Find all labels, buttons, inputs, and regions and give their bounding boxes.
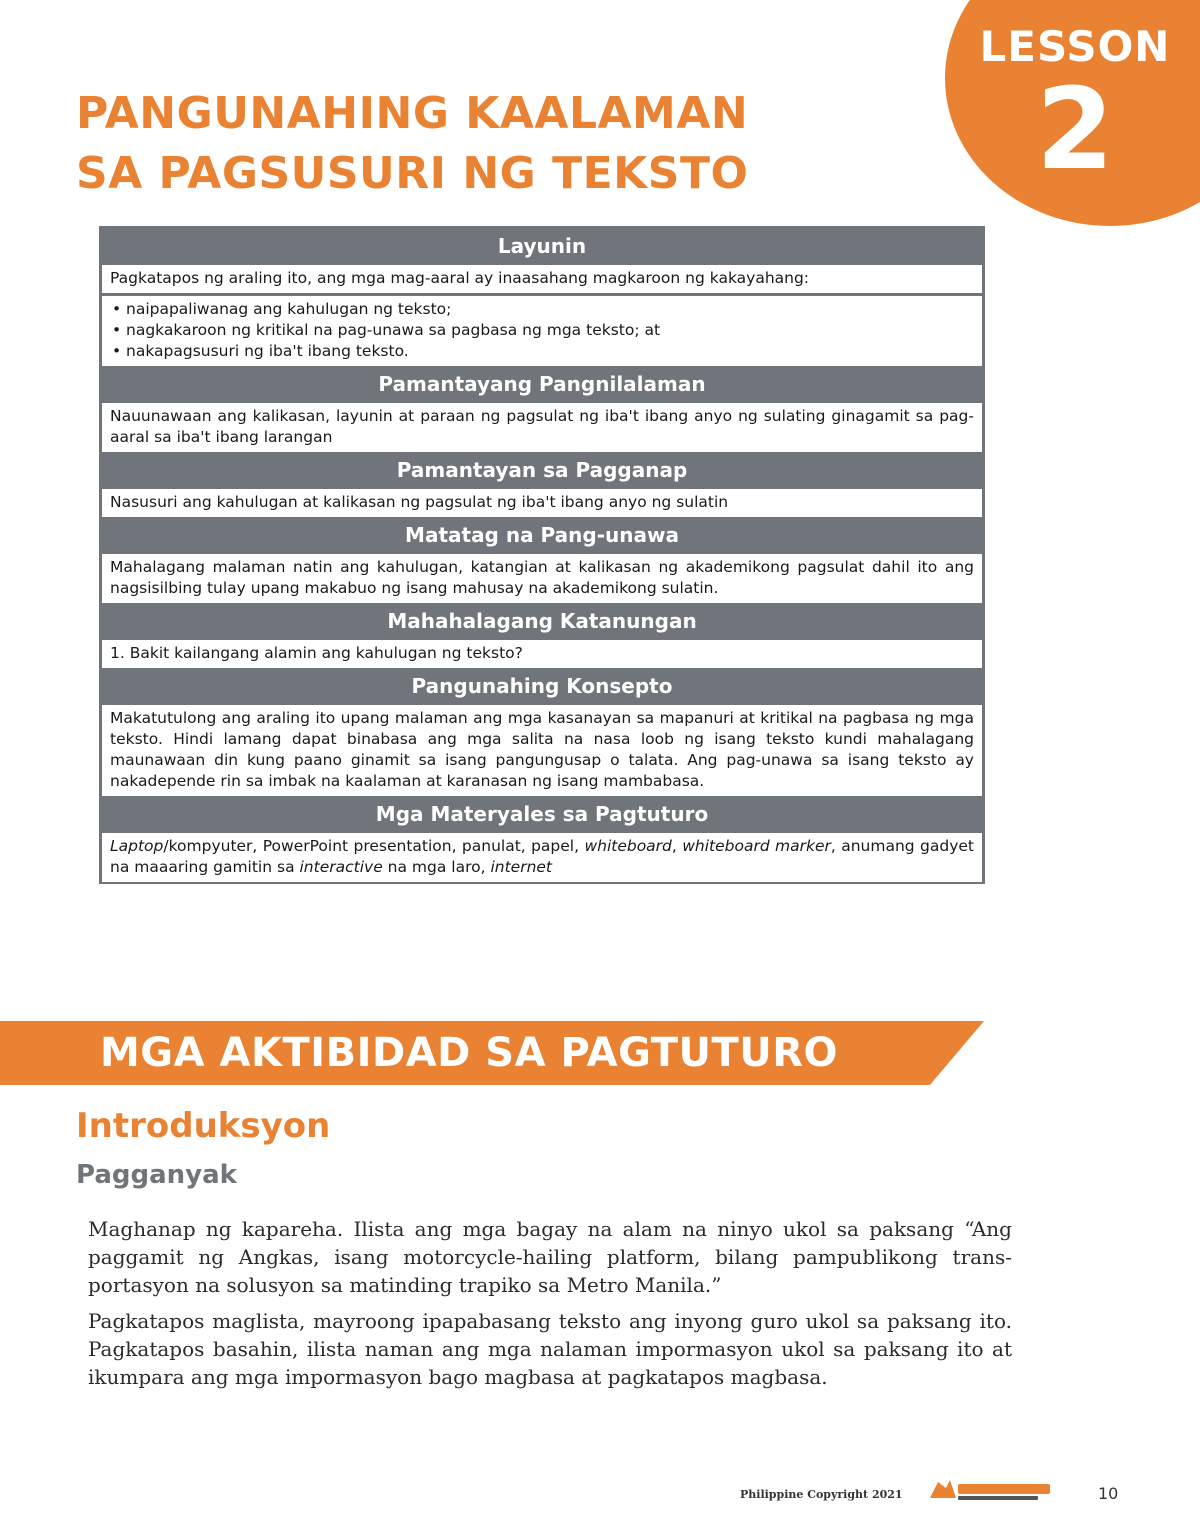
list-item: • naipapaliwanag ang kahulugan ng teksto; [110,299,974,320]
activities-banner-title: MGA AKTIBIDAD SA PAGTUTURO [100,1030,839,1076]
materyales-body [102,833,982,882]
paragraph-1: Maghanap ng kapareha. Ilista ang mga bagay na alam na ninyo ukol sa paksang “Ang paggamit ng Angkas, isang motorcycle-hailing platform, bilang pampublikong transportasyon na solusyon sa matinding trapiko sa Metro Manila.” [88,1217,1012,1297]
sub-heading: Pagganyak [76,1160,237,1190]
section-heading-konsepto: Pangunahing Konsepto [101,668,983,705]
lesson-label: LESSON [979,22,1171,71]
list-item: • nakapagsusuri ng iba't ibang teksto. [110,341,974,362]
konsepto-body: Makatutulong ang araling ito upang malaman ang mga kasanayan sa mapanuri at kritikal na pagbasa ng mga teksto. Hindi lamang dapat binabasa ang mga salita na nasa loob ng isang teksto kundi mahalagang maunawaan din kung paano ginamit sa isang pangungusap o talata. Ang pag-unawa sa isang teksto ay nakadepende rin sa imbak na kaalaman at karanasan ng isang mambabasa. [102,705,982,796]
section-heading-layunin: Layunin [101,228,983,265]
materyales-text-italic: whiteboard [584,837,672,855]
section-heading-pagganap: Pamantayan sa Pagganap [101,452,983,489]
materyales-text: na mga laro, [382,858,491,876]
pagganap-body: Nasusuri ang kahulugan at kalikasan ng pagsulat ng iba't ibang anyo ng sulatin [102,489,982,517]
publisher-logo-icon [928,1476,1052,1504]
page-title-line-1: PANGUNAHING KAALAMAN [76,88,749,139]
section-heading-katanungan: Mahahalagang Katanungan [101,603,983,640]
materyales-text-italic: interactive [299,858,383,876]
intro-heading: Introduksyon [76,1106,331,1146]
katanungan-body: 1. Bakit kailangang alamin ang kahulugan ng teksto? [102,640,982,668]
lesson-number: 2 [1036,65,1114,195]
materyales-text-italic: whiteboard marker [682,837,831,855]
lesson-plan-table [99,226,985,884]
materyales-text: /kompyuter, PowerPoint presentation, panulat, papel, [163,837,585,855]
list-item: • nagkakaroon ng kritikal na pag-unawa sa pagbasa ng mga teksto; at [110,320,974,341]
pangnilalaman-body: Nauunawaan ang kalikasan, layunin at paraan ng pagsulat ng iba't ibang anyo ng sulating ginagamit sa pag-aaral sa iba't ibang larangan [102,403,982,452]
layunin-intro: Pagkatapos ng araling ito, ang mga mag-aaral ay inaasahang magkaroon ng kakayahang: [102,265,982,293]
section-heading-materyales: Mga Materyales sa Pagtuturo [101,796,983,833]
materyales-text-italic: Laptop [110,837,164,855]
page-number: 10 [1098,1484,1119,1503]
section-heading-matatag: Matatag na Pang-unawa [101,517,983,554]
page-title-line-2: SA PAGSUSURI NG TEKSTO [76,148,749,199]
layunin-list [102,296,982,366]
materyales-text-italic: internet [490,858,553,876]
paragraph-2: Pagkatapos maglista, mayroong ipapabasang teksto ang inyong guro ukol sa paksang ito. Pagkatapos basahin, ilista naman ang mga nalaman impormasyon ukol sa paksang ito at ikumpara ang mga impormasyon bago magbasa at pagkatapos magbasa. [88,1309,1012,1389]
footer-copyright: Philippine Copyright 2021 [740,1488,903,1501]
materyales-text: , [671,837,683,855]
section-heading-pangnilalaman: Pamantayang Pangnilalaman [101,366,983,403]
materyales-text: , anumang gadyet na maaaring gamitin sa [110,837,974,876]
matatag-body: Mahalagang malaman natin ang kahulugan, katangian at kalikasan ng akademikong pagsulat dahil ito ang nagsisilbing tulay upang makabuo ng isang mahusay na akademikong sulatin. [102,554,982,603]
page-title [76,84,936,204]
